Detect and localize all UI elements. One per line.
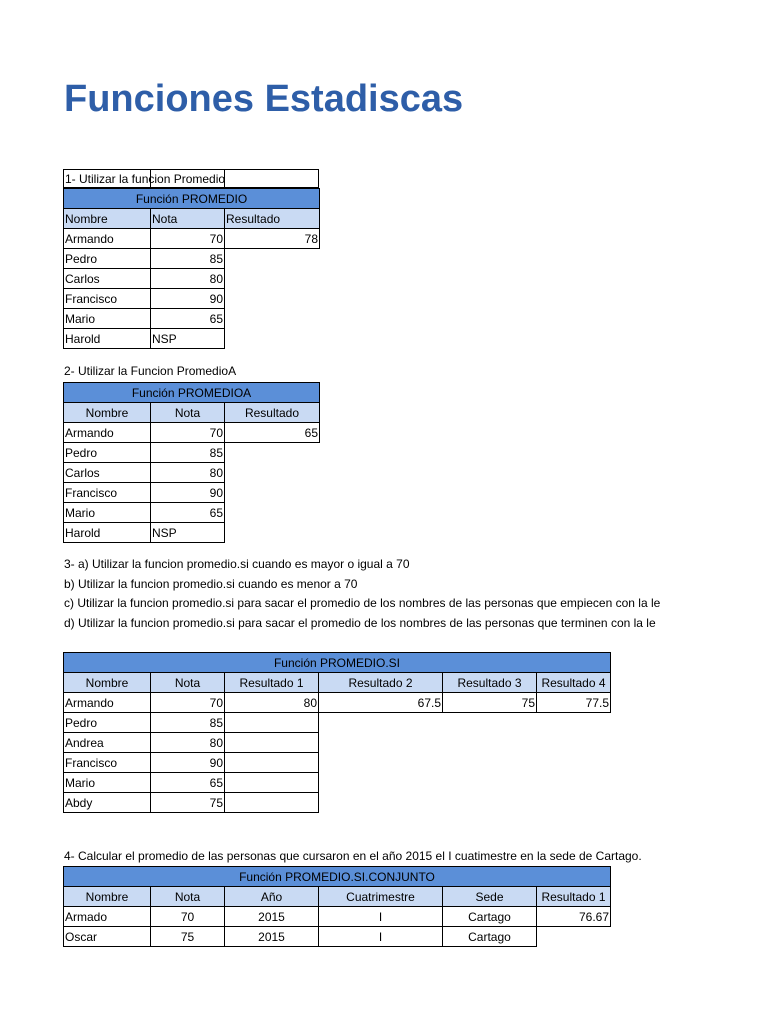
table-row bbox=[64, 229, 320, 249]
column-header-resultado-2[interactable]: Resultado 2 bbox=[319, 673, 443, 693]
instruction-1: 1- Utilizar la funcion Promedio bbox=[65, 172, 226, 186]
cell-nota[interactable]: 85 bbox=[151, 443, 225, 463]
cell-nota[interactable]: 65 bbox=[151, 503, 225, 523]
table-row bbox=[64, 249, 320, 269]
instruction-1-cell[interactable] bbox=[63, 169, 319, 188]
column-header-nombre[interactable]: Nombre bbox=[64, 209, 151, 229]
column-header-sede[interactable]: Sede bbox=[443, 887, 537, 907]
cell-empty[interactable] bbox=[225, 713, 319, 733]
promedio-si-table bbox=[63, 652, 611, 813]
column-header-resultado-3[interactable]: Resultado 3 bbox=[443, 673, 537, 693]
column-header-cuatrimestre[interactable]: Cuatrimestre bbox=[319, 887, 443, 907]
cell-nombre[interactable]: Pedro bbox=[64, 713, 151, 733]
table-header[interactable]: Función PROMEDIO.SI.CONJUNTO bbox=[64, 867, 611, 887]
cell-nombre[interactable]: Francisco bbox=[64, 483, 151, 503]
cell-resultado-2[interactable]: 67.5 bbox=[319, 693, 443, 713]
cell-nombre[interactable]: Andrea bbox=[64, 733, 151, 753]
instruction-2: 2- Utilizar la Funcion PromedioA bbox=[64, 364, 237, 378]
instruction-3d: d) Utilizar la funcion promedio.si para sacar el promedio de los nombres de las personas que terminen con la le bbox=[64, 616, 656, 630]
cell-nota[interactable]: NSP bbox=[151, 523, 225, 543]
cell-nota[interactable]: 70 bbox=[151, 907, 225, 927]
cell-divider bbox=[224, 170, 225, 187]
table-row bbox=[64, 713, 611, 733]
cell-nombre[interactable]: Armando bbox=[64, 229, 151, 249]
cell-nombre[interactable]: Oscar bbox=[64, 927, 151, 947]
cell-nota[interactable]: 70 bbox=[151, 229, 225, 249]
table-row bbox=[64, 463, 320, 483]
table-row bbox=[64, 329, 320, 349]
cell-nota[interactable]: 75 bbox=[151, 793, 225, 813]
table-row bbox=[64, 423, 320, 443]
cell-sede[interactable]: Cartago bbox=[443, 927, 537, 947]
cell-nombre[interactable]: Armando bbox=[64, 423, 151, 443]
cell-nota[interactable]: 90 bbox=[151, 289, 225, 309]
column-header-resultado[interactable]: Resultado bbox=[225, 209, 320, 229]
column-header-nota[interactable]: Nota bbox=[151, 403, 225, 423]
cell-nombre[interactable]: Francisco bbox=[64, 289, 151, 309]
cell-nombre[interactable]: Mario bbox=[64, 773, 151, 793]
cell-resultado-1[interactable]: 80 bbox=[225, 693, 319, 713]
column-header-nota[interactable]: Nota bbox=[151, 887, 225, 907]
column-header-nota[interactable]: Nota bbox=[151, 673, 225, 693]
cell-cuatrimestre[interactable]: I bbox=[319, 927, 443, 947]
cell-empty[interactable] bbox=[225, 793, 319, 813]
column-header-anio[interactable]: Año bbox=[225, 887, 319, 907]
page-title: Funciones Estadiscas bbox=[64, 78, 464, 120]
cell-nombre[interactable]: Abdy bbox=[64, 793, 151, 813]
table-row bbox=[64, 503, 320, 523]
instruction-4: 4- Calcular el promedio de las personas que cursaron en el año 2015 el I cuatimestre en la sede de Cartago. bbox=[64, 849, 642, 863]
cell-nota[interactable]: 65 bbox=[151, 309, 225, 329]
cell-nombre[interactable]: Mario bbox=[64, 503, 151, 523]
table-row bbox=[64, 289, 320, 309]
cell-nombre[interactable]: Carlos bbox=[64, 269, 151, 289]
cell-nota[interactable]: 90 bbox=[151, 483, 225, 503]
cell-anio[interactable]: 2015 bbox=[225, 927, 319, 947]
cell-nota[interactable]: NSP bbox=[151, 329, 225, 349]
cell-nota[interactable]: 80 bbox=[151, 269, 225, 289]
table-header[interactable]: Función PROMEDIOA bbox=[64, 383, 320, 403]
cell-nota[interactable]: 80 bbox=[151, 733, 225, 753]
instruction-3c: c) Utilizar la funcion promedio.si para sacar el promedio de los nombres de las personas que empiecen con la le bbox=[64, 596, 661, 610]
table-row bbox=[64, 773, 611, 793]
column-header-nombre[interactable]: Nombre bbox=[64, 403, 151, 423]
cell-nombre[interactable]: Harold bbox=[64, 329, 151, 349]
cell-empty[interactable] bbox=[225, 773, 319, 793]
table-row bbox=[64, 927, 611, 947]
cell-nombre[interactable]: Mario bbox=[64, 309, 151, 329]
cell-resultado-1[interactable]: 76.67 bbox=[537, 907, 611, 927]
cell-nombre[interactable]: Pedro bbox=[64, 249, 151, 269]
column-header-resultado-1[interactable]: Resultado 1 bbox=[537, 887, 611, 907]
instruction-3b: b) Utilizar la funcion promedio.si cuando es menor a 70 bbox=[64, 577, 358, 591]
table-row bbox=[64, 443, 320, 463]
table-row bbox=[64, 793, 611, 813]
column-header-nombre[interactable]: Nombre bbox=[64, 673, 151, 693]
table-row bbox=[64, 753, 611, 773]
cell-nota[interactable]: 75 bbox=[151, 927, 225, 947]
table-row bbox=[64, 733, 611, 753]
cell-nombre[interactable]: Armado bbox=[64, 907, 151, 927]
cell-nombre[interactable]: Francisco bbox=[64, 753, 151, 773]
cell-nombre[interactable]: Carlos bbox=[64, 463, 151, 483]
instruction-3a: 3- a) Utilizar la funcion promedio.si cuando es mayor o igual a 70 bbox=[64, 557, 410, 571]
promedioa-table bbox=[63, 382, 320, 543]
table-row bbox=[64, 309, 320, 329]
cell-empty[interactable] bbox=[225, 753, 319, 773]
cell-empty[interactable] bbox=[225, 733, 319, 753]
column-header-resultado-4[interactable]: Resultado 4 bbox=[537, 673, 611, 693]
cell-nota[interactable]: 85 bbox=[151, 713, 225, 733]
cell-nombre[interactable]: Pedro bbox=[64, 443, 151, 463]
cell-nota[interactable]: 85 bbox=[151, 249, 225, 269]
table-row bbox=[64, 483, 320, 503]
column-header-resultado[interactable]: Resultado bbox=[225, 403, 320, 423]
cell-nota[interactable]: 80 bbox=[151, 463, 225, 483]
cell-cuatrimestre[interactable]: I bbox=[319, 907, 443, 927]
cell-nombre[interactable]: Harold bbox=[64, 523, 151, 543]
cell-resultado-4[interactable]: 77.5 bbox=[537, 693, 611, 713]
table-row bbox=[64, 693, 611, 713]
column-header-nota[interactable]: Nota bbox=[151, 209, 225, 229]
cell-nota[interactable]: 65 bbox=[151, 773, 225, 793]
table-row bbox=[64, 269, 320, 289]
cell-resultado[interactable]: 65 bbox=[225, 423, 320, 443]
table-header[interactable]: Función PROMEDIO.SI bbox=[64, 653, 611, 673]
cell-nombre[interactable]: Armando bbox=[64, 693, 151, 713]
cell-divider bbox=[150, 170, 151, 187]
cell-anio[interactable]: 2015 bbox=[225, 907, 319, 927]
cell-nota[interactable]: 70 bbox=[151, 423, 225, 443]
column-header-nombre[interactable]: Nombre bbox=[64, 887, 151, 907]
promedio-si-conjunto-table bbox=[63, 866, 611, 947]
cell-sede[interactable]: Cartago bbox=[443, 907, 537, 927]
cell-resultado-3[interactable]: 75 bbox=[443, 693, 537, 713]
promedio-table bbox=[63, 188, 320, 349]
table-row bbox=[64, 523, 320, 543]
table-row bbox=[64, 907, 611, 927]
cell-nota[interactable]: 90 bbox=[151, 753, 225, 773]
cell-resultado[interactable]: 78 bbox=[225, 229, 320, 249]
table-header[interactable]: Función PROMEDIO bbox=[64, 189, 320, 209]
column-header-resultado-1[interactable]: Resultado 1 bbox=[225, 673, 319, 693]
cell-nota[interactable]: 70 bbox=[151, 693, 225, 713]
